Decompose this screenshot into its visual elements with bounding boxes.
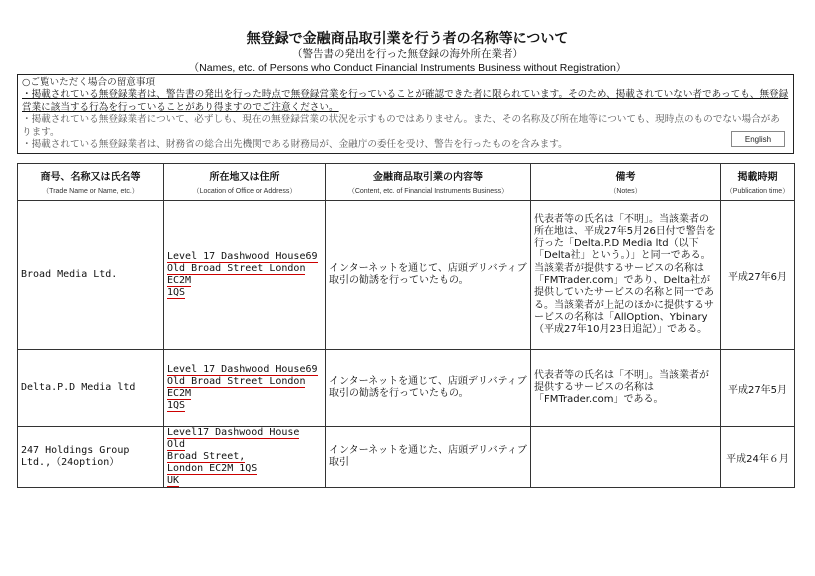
row-date: 平成27年5月 <box>721 350 795 427</box>
row-address: Level 17 Dashwood House69 Old Broad Street London EC2M 1QS <box>164 201 326 350</box>
row-notes <box>531 427 721 488</box>
table-row <box>18 427 795 488</box>
notice-line-3: ・掲載されている無登録業者は、財務省の総合出先機関である財務局が、金融庁の委任を受け、警告を行ったものを含みます。 <box>22 139 568 151</box>
notice-line-2: ・掲載されている無登録業者について、必ずしも、現在の無登録営業の状況を示すものではありません。また、その名称及び所在地等についても、現時点のものでない場合があります。 <box>22 114 780 138</box>
column-header-address: 所在地又は住所 （Location of Office or Address） <box>164 164 326 201</box>
row-name: 247 Holdings Group Ltd.,（24option） <box>18 427 164 488</box>
row-content: インターネットを通じて、店頭デリバティブ取引の勧誘を行っていたもの。 <box>326 201 531 350</box>
table-row <box>18 350 795 427</box>
row-name: Delta.P.D Media ltd <box>18 350 164 427</box>
notice-line-1: ・掲載されている無登録業者は、警告書の発出を行った時点で無登録営業を行っていることが確認できた者に限られています。そのため、掲載されていない者であっても、無登録営業に該当する行為を行っていることがあり得ますのでご注意ください。 <box>22 89 789 113</box>
page-subtitle-english: （Names, etc. of Persons who Conduct Financial Instruments Business without Registration） <box>188 62 627 74</box>
page-subtitle: （警告書の発出を行った無登録の海外所在業者） <box>292 48 523 60</box>
page-title: 無登録で金融商品取引業を行う者の名称等について <box>246 31 569 47</box>
english-button[interactable]: English <box>731 131 785 147</box>
row-date: 平成24年６月 <box>721 427 795 488</box>
notice-box <box>17 74 794 154</box>
column-header-notes: 備考 （Notes） <box>531 164 721 201</box>
row-content: インターネットを通じた、店頭デリバティブ取引 <box>326 427 531 488</box>
row-name: Broad Media Ltd. <box>18 201 164 350</box>
column-header-name: 商号、名称又は氏名等 （Trade Name or Name, etc.） <box>18 164 164 201</box>
unregistered-business-table <box>17 163 795 488</box>
table-header-row <box>18 164 795 201</box>
notice-heading: ○ご覧いただく場合の留意事項 <box>22 77 156 88</box>
row-content: インターネットを通じて、店頭デリバティブ取引の勧誘を行っていたもの。 <box>326 350 531 427</box>
row-notes: 代表者等の氏名は「不明」。当該業者の所在地は、平成27年5月26日付で警告を行った「Delta.P.D Media ltd（以下「Delta社」という。）」と同一である。当該業者が提供するサービスの名称は「FMTrader.com」であり、Delta社が提供していたサービスの名称と同一である。当該業者が上記のほかに提供するサービスの名称は「AllOption、Ybinary（平成27年10月23日追記）」である。 <box>531 201 721 350</box>
row-date: 平成27年6月 <box>721 201 795 350</box>
row-address: Level17 Dashwood House Old Broad Street, London EC2M 1QS UK <box>164 427 326 488</box>
row-address: Level 17 Dashwood House69 Old Broad Street London EC2M 1QS <box>164 350 326 427</box>
column-header-content: 金融商品取引業の内容等 （Content, etc. of Financial Instruments Business） <box>326 164 531 201</box>
table-row <box>18 201 795 350</box>
column-header-date: 掲載時期 （Publication time） <box>721 164 795 201</box>
row-notes: 代表者等の氏名は「不明」。当該業者が提供するサービスの名称は「FMTrader.com」である。 <box>531 350 721 427</box>
